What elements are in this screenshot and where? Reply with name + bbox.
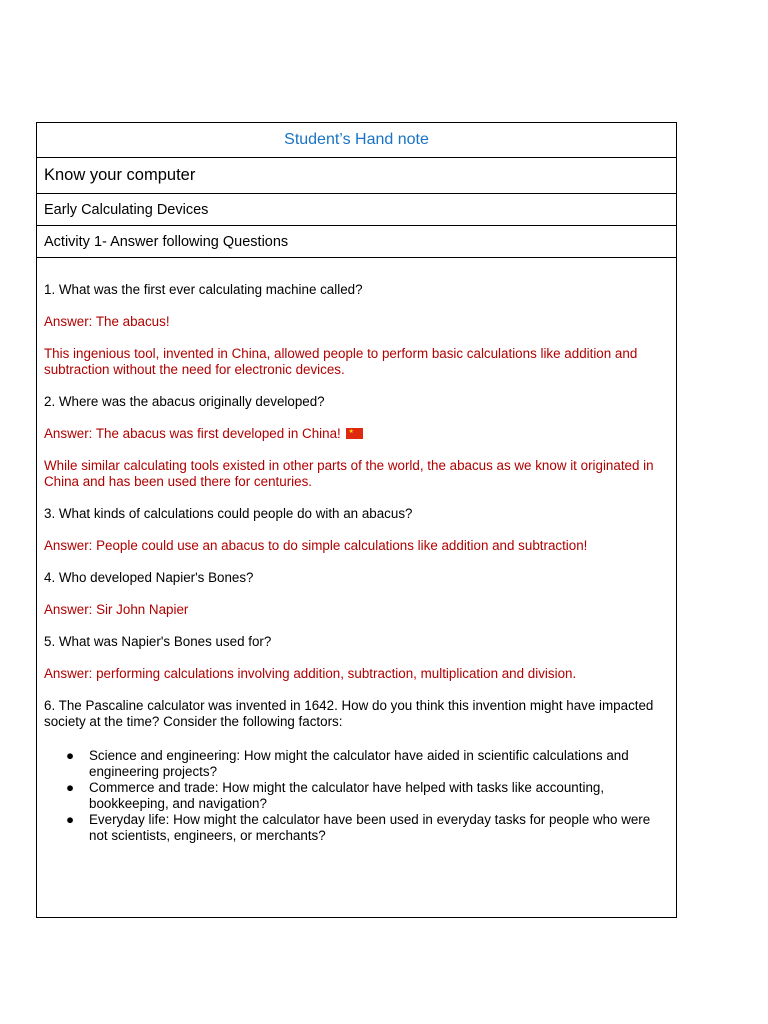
answer-2-line [44, 426, 664, 442]
bullet-icon: ● [66, 748, 75, 763]
factor-text: Commerce and trade: How might the calculator have helped with tasks like accounting, bookkeeping, and navigation? [89, 780, 605, 811]
bullet-icon: ● [66, 780, 75, 795]
question-1: 1. What was the first ever calculating machine called? [44, 282, 363, 297]
page-title: Student’s Hand note [37, 123, 676, 158]
hand-note-sheet [36, 122, 677, 918]
bullet-icon: ● [66, 812, 75, 827]
list-item [66, 748, 664, 780]
answer-5: Answer: performing calculations involving addition, subtraction, multiplication and division. [44, 666, 577, 681]
question-5: 5. What was Napier's Bones used for? [44, 634, 272, 649]
list-item [66, 780, 664, 812]
answer-4: Answer: Sir John Napier [44, 602, 189, 617]
question-6: 6. The Pascaline calculator was invented in 1642. How do you think this invention might have impacted society at the time? Consider the following factors: [44, 698, 654, 729]
answer-3: Answer: People could use an abacus to do simple calculations like addition and subtraction! [44, 538, 588, 553]
activity-heading: Activity 1- Answer following Questions [37, 226, 676, 258]
question-4: 4. Who developed Napier's Bones? [44, 570, 254, 585]
topic-heading: Early Calculating Devices [37, 194, 676, 226]
answer-1-detail: This ingenious tool, invented in China, allowed people to perform basic calculations like addition and subtraction without the need for electronic devices. [44, 346, 638, 377]
question-2: 2. Where was the abacus originally developed? [44, 394, 325, 409]
question-3: 3. What kinds of calculations could people do with an abacus? [44, 506, 413, 521]
list-item [66, 812, 664, 844]
questions-area [37, 258, 676, 844]
answer-2: Answer: The abacus was first developed in China! [44, 426, 341, 441]
answer-2-detail: While similar calculating tools existed in other parts of the world, the abacus as we know it originated in China and has been used there for centuries. [44, 458, 654, 489]
factor-text: Everyday life: How might the calculator have been used in everyday tasks for people who were not scientists, engineers, or merchants? [89, 812, 651, 843]
factor-list [44, 748, 664, 844]
answer-1: Answer: The abacus! [44, 314, 170, 329]
factor-text: Science and engineering: How might the calculator have aided in scientific calculations and engineering projects? [89, 748, 629, 779]
subject-heading: Know your computer [37, 158, 676, 194]
china-flag-icon: ★ [346, 428, 363, 439]
